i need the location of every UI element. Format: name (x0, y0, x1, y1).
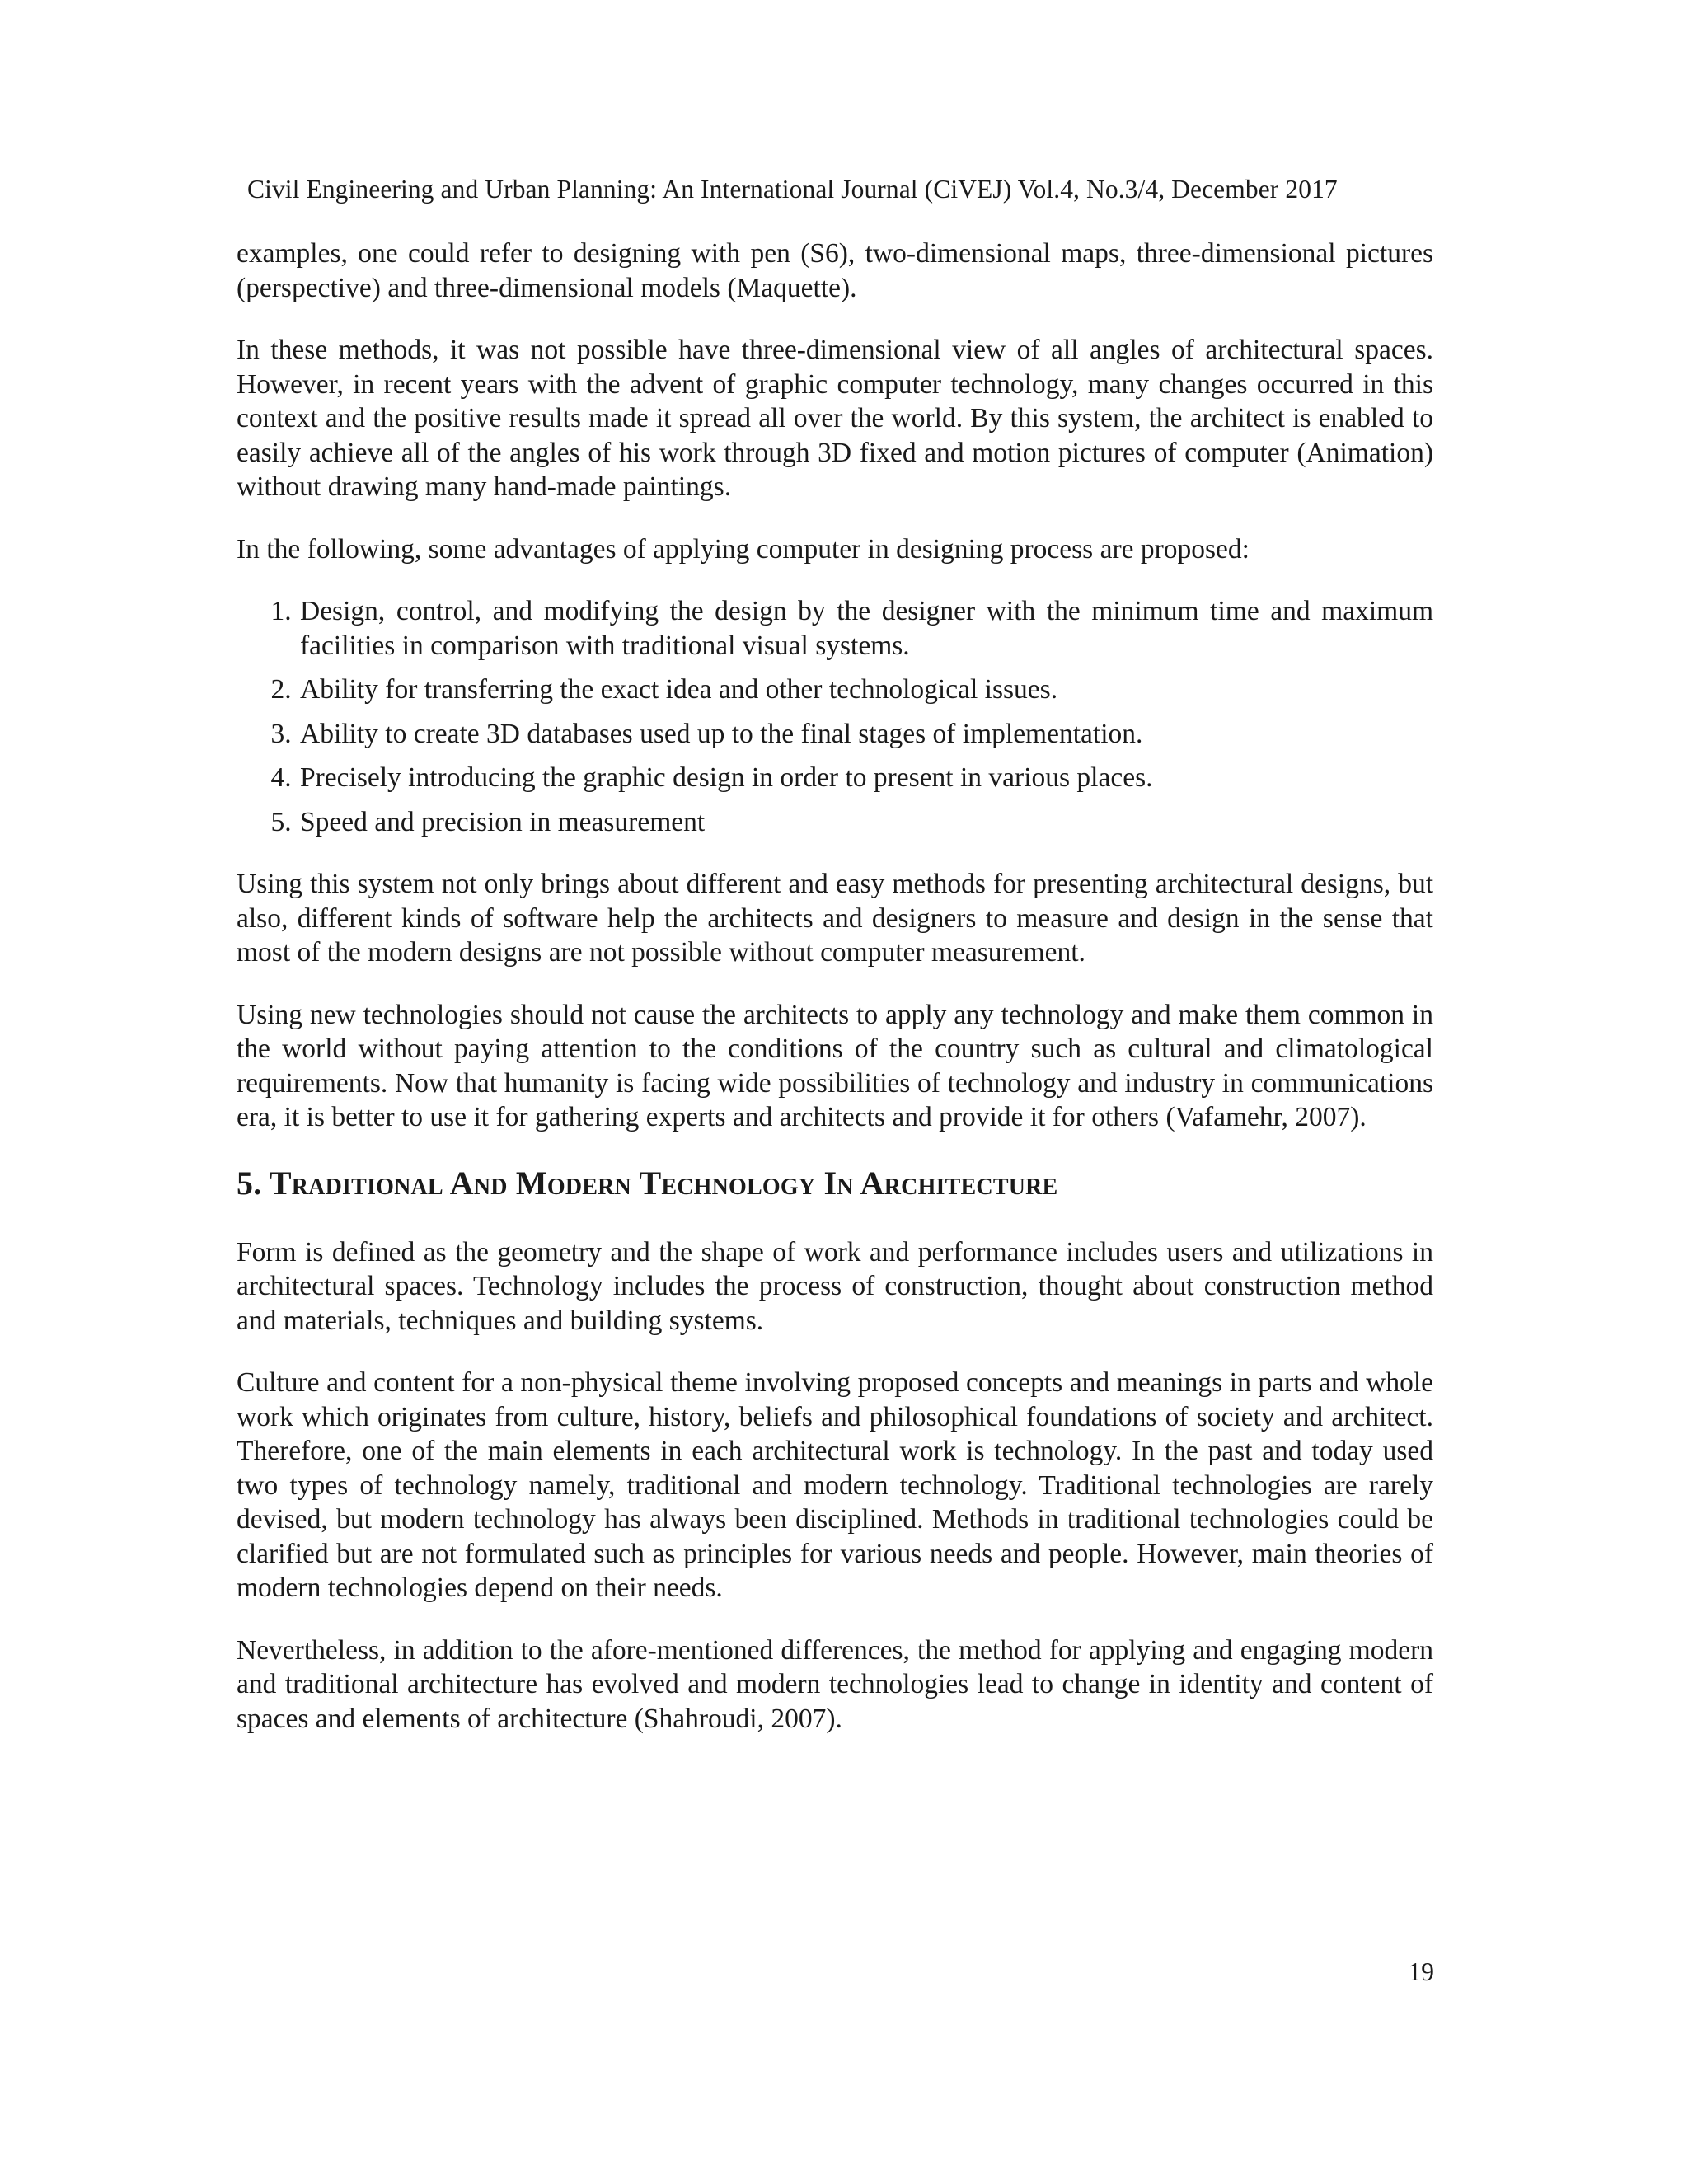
list-item: 2. Ability for transferring the exact idea and other technological issues. (298, 673, 1433, 707)
advantages-list (237, 594, 1433, 839)
list-item: 4. Precisely introducing the graphic design in order to present in various places. (298, 761, 1433, 795)
running-header: Civil Engineering and Urban Planning: An International Journal (CiVEJ) Vol.4, No.3/4, December 2017 (247, 175, 1338, 204)
paragraph-methods: In these methods, it was not possible have three-dimensional view of all angles of architectural spaces. However, in recent years with the advent of graphic computer technology, many changes occurred in this context and the positive results made it spread all over the world. By this system, the architect is enabled to easily achieve all of the angles of his work through 3D fixed and motion pictures of computer (Animation) without drawing many hand-made paintings. (237, 335, 1433, 502)
page-number: 19 (1408, 1957, 1434, 1986)
list-item: 1. Design, control, and modifying the design by the designer with the minimum time and maximum facilities in comparison with traditional visual systems. (298, 594, 1433, 663)
paragraph-examples: examples, one could refer to designing with pen (S6), two-dimensional maps, three-dimensional pictures (perspective) and three-dimensional models (Maquette). (237, 238, 1433, 303)
paragraph-software: Using this system not only brings about different and easy methods for presenting architectural designs, but also, different kinds of software help the architects and designers to measure and design in the sense that most of the modern designs are not possible without computer measurement. (237, 869, 1433, 968)
list-item: 5. Speed and precision in measurement (298, 805, 1433, 840)
paragraph-new-technologies: Using new technologies should not cause the architects to apply any technology and make them common in the world without paying attention to the conditions of the country such as cultural and climatological requirements. Now that humanity is facing wide possibilities of technology and industry in communications era, it is better to use it for gathering experts and architects and provide it for others (Vafamehr, 2007). (237, 999, 1433, 1132)
body-text (237, 237, 1433, 1764)
paragraph-form-definition: Form is defined as the geometry and the shape of work and performance includes users and utilizations in architectural spaces. Technology includes the process of construction, thought about construction method and materials, techniques and building systems. (237, 1236, 1433, 1336)
paragraph-culture-content: Culture and content for a non-physical theme involving proposed concepts and meanings in parts and whole work which originates from culture, history, beliefs and philosophical foundations of society and architect. Therefore, one of the main elements in each architectural work is technology. In the past and today used two types of technology namely, traditional and modern technology. Traditional technologies are rarely devised, but modern technology has always been disciplined. Methods in traditional technologies could be clarified but are not formulated such as principles for various needs and people. However, main theories of modern technologies depend on their needs. (237, 1367, 1433, 1603)
paragraph-advantages-intro: In the following, some advantages of applying computer in designing process are proposed: (237, 533, 1250, 565)
list-item: 3. Ability to create 3D databases used up to the final stages of implementation. (298, 717, 1433, 752)
paragraph-nevertheless: Nevertheless, in addition to the afore-mentioned differences, the method for applying and engaging modern and traditional architecture has evolved and modern technologies lead to change in identity and content of spaces and elements of architecture (Shahroudi, 2007). (237, 1634, 1433, 1734)
section-heading: 5. Traditional And Modern Technology In Architecture (237, 1164, 1058, 1202)
